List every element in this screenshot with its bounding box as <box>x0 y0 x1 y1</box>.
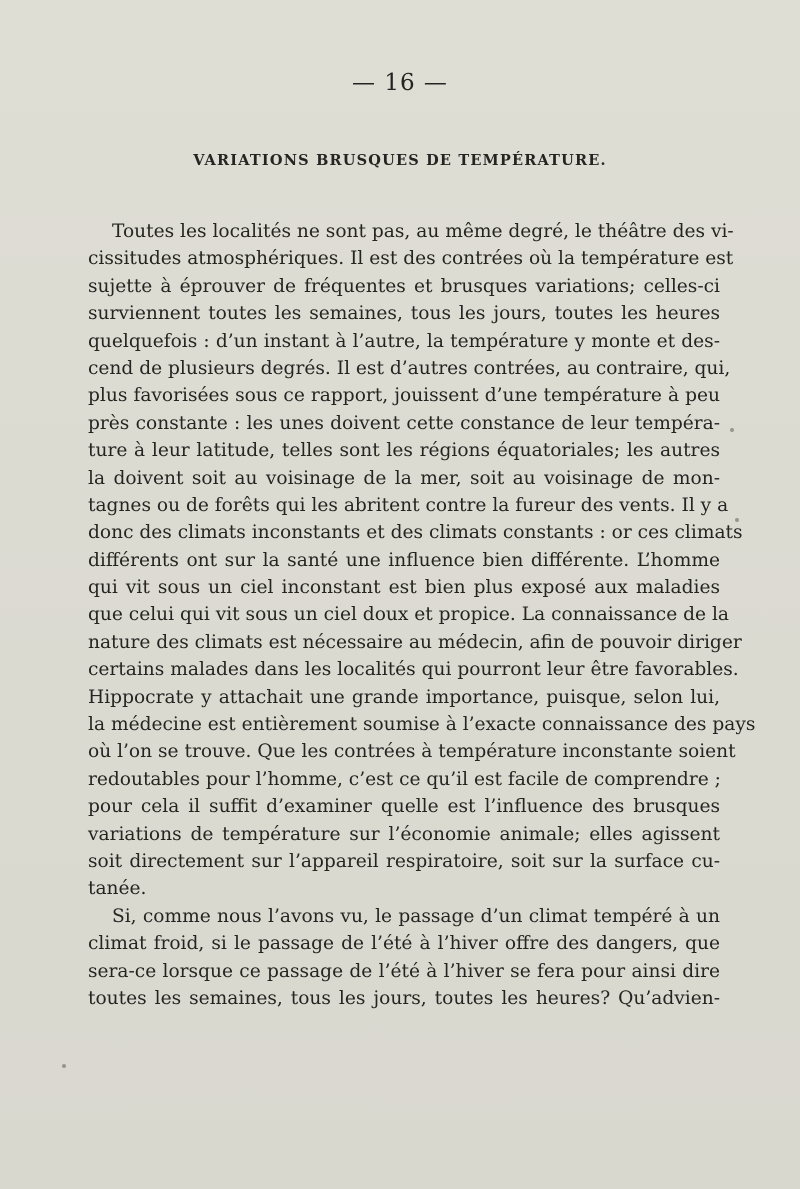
text-line: redoutables pour l’homme, c’est ce qu’il est facile de comprendre ; <box>88 768 721 790</box>
text-line: sujette à éprouver de fréquentes et brusques variations; celles-ci <box>88 275 720 297</box>
text-line: la médecine est entièrement soumise à l’exacte connaissance des pays <box>88 714 756 736</box>
text-line: climat froid, si le passage de l’été à l’hiver offre des dangers, que <box>88 933 720 955</box>
body-text <box>88 218 756 1012</box>
text-line: Si, comme nous l’avons vu, le passage d’un climat tempéré à un <box>112 905 720 927</box>
text-line: Hippocrate y attachait une grande importance, puisque, selon lui, <box>88 686 720 708</box>
text-line: où l’on se trouve. Que les contrées à température inconstante soient <box>88 741 736 763</box>
text-line: sera-ce lorsque ce passage de l’été à l’hiver se fera pour ainsi dire <box>88 960 720 982</box>
text-line: nature des climats est nécessaire au médecin, afin de pouvoir diriger <box>88 631 742 653</box>
text-line: variations de température sur l’économie animale; elles agissent <box>88 823 720 845</box>
text-line: que celui qui vit sous un ciel doux et propice. La connaissance de la <box>88 604 729 626</box>
text-line: donc des climats inconstants et des climats constants : or ces climats <box>88 522 743 544</box>
text-line: qui vit sous un ciel inconstant est bien plus exposé aux maladies <box>88 577 720 599</box>
text-line: ture à leur latitude, telles sont les régions équatoriales; les autres <box>88 440 720 462</box>
text-line: cissitudes atmosphériques. Il est des contrées où la température est <box>88 248 734 270</box>
text-line: la doivent soit au voisinage de la mer, soit au voisinage de mon- <box>88 467 720 489</box>
text-line: toutes les semaines, tous les jours, toutes les heures? Qu’advien- <box>88 987 720 1009</box>
text-line: pour cela il suffit d’examiner quelle est l’influence des brusques <box>88 796 720 818</box>
text-line: quelquefois : d’un instant à l’autre, la température y monte et des- <box>88 330 720 352</box>
page-number: — 16 — <box>352 70 448 96</box>
text-line: différents ont sur la santé une influence bien différente. L’homme <box>88 549 720 571</box>
text-line: soit directement sur l’appareil respiratoire, soit sur la surface cu- <box>88 850 720 872</box>
text-line: cend de plusieurs degrés. Il est d’autres contrées, au contraire, qui, <box>88 357 731 379</box>
paper-speck <box>730 428 734 432</box>
text-line: certains malades dans les localités qui pourront leur être favorables. <box>88 659 739 681</box>
text-line: Toutes les localités ne sont pas, au même degré, le théâtre des vi- <box>112 221 734 242</box>
text-line: plus favorisées sous ce rapport, jouissent d’une température à peu <box>88 385 720 407</box>
text-line: près constante : les unes doivent cette constance de leur tempéra- <box>88 412 720 434</box>
text-line: tanée. <box>88 878 147 900</box>
paper-speck <box>62 1064 66 1068</box>
text-line: tagnes ou de forêts qui les abritent contre la fureur des vents. Il y a <box>88 494 729 516</box>
text-line: surviennent toutes les semaines, tous les jours, toutes les heures <box>88 303 720 325</box>
section-title: VARIATIONS BRUSQUES DE TEMPÉRATURE. <box>193 152 607 169</box>
